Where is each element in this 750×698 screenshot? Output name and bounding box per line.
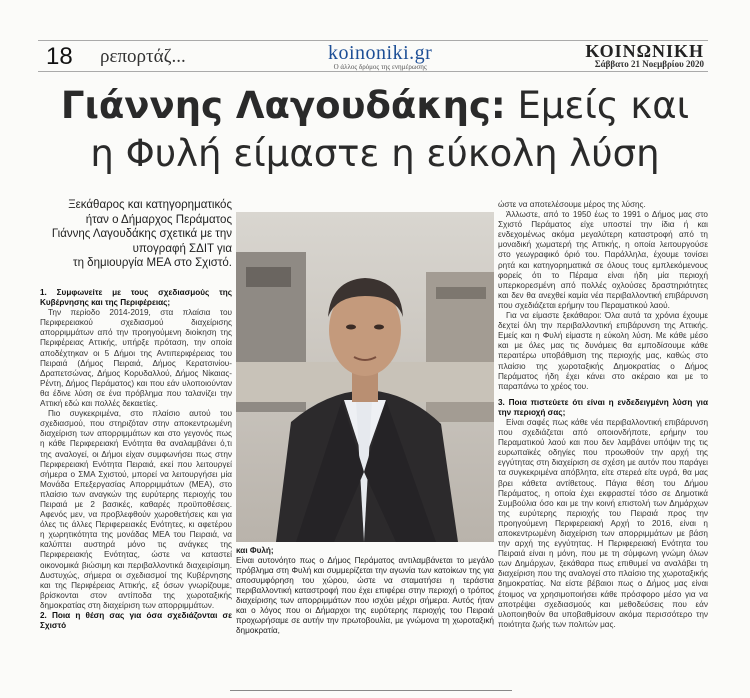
photo-illustration (236, 212, 494, 542)
lead-line: ήταν ο Δήμαρχος Περάματος (85, 213, 232, 226)
bottom-divider (230, 690, 512, 691)
headline-name: Γιάννης Λαγουδάκης: (60, 84, 506, 127)
headline-rest: Εμείς και (505, 84, 690, 127)
question-1: 1. Συμφωνείτε με τους σχεδιασμούς της Κυβέρνησης και της Περιφέρειας; (40, 288, 232, 308)
masthead (585, 41, 704, 69)
page-header (38, 40, 708, 72)
question-3: 3. Ποια πιστεύετε ότι είναι η ενδεδειγμένη λύση για την περιοχή σας; (498, 397, 708, 417)
answer-2-paragraph-2: Άλλωστε, από το 1950 έως το 1991 ο Δήμος μας στο Σχιστό Περάματος είχε υποστεί την ίδια ή και ενδεχομένως ακόμα μεγαλύτερη καταστροφή από τη μοναδική χωματερή της Αττικής, η οποία λειτουργούσε στο γεωγραφικό όριό του. Παράλληλα, έχουμε τονίσει ρητά και κατηγορηματικά σε όλους τους εμπλεκόμενους φορείς ότι το Πέραμα είναι ήδη μία περιοχή υπερκορεσμένη από πολλές οχλούσες δραστηριότητες και δεν θα ανεχθεί καμία νέα περιβαλλοντική επιβάρυνση που σχεδιάζεται ερήμην του Περαματικού λαού. (498, 210, 708, 310)
article-column-3 (498, 200, 708, 690)
answer-2-paragraph-3: Για να είμαστε ξεκάθαροι: Όλα αυτά τα χρόνια έχουμε δεχτεί όλη την περιβαλλοντική επιβάρυνση της Αττικής. Εμείς και η Φυλή είμαστε η εύκολη λύση. Με κάθε μέσο και με όλες μας τις δυνάμεις θα εμποδίσουμε κάθε περαιτέρω υποβάθμιση της περιοχής μας, καθώς στο πλαίσιο της χωροταξικής Δημοκρατίας ο Δήμος Περάματος ήδη έχει κάνει στο ακέραιο και με το παραπάνω το χρέος του. (498, 311, 708, 391)
lead-line: τη δημιουργία ΜΕΑ στο Σχιστό. (73, 257, 232, 269)
answer-2-continued: ώστε να αποτελέσουμε μέρος της λύσης. (498, 200, 646, 209)
logo-tagline: Ο άλλος δρόμος της ενημέρωσης (333, 63, 427, 71)
question-2: 2. Ποια η θέση σας για όσα σχεδιάζονται σε Σχιστό (40, 611, 232, 631)
headline-line-2: η Φυλή είμαστε η εύκολη λύση (90, 132, 660, 175)
lead-paragraph (42, 198, 232, 271)
photo-caption-column (236, 546, 494, 636)
article-column-1 (40, 288, 232, 688)
page-number: 18 (46, 43, 73, 70)
answer-3: Είναι σαφές πως κάθε νέα περιβαλλοντική επιβάρυνση που σχεδιάζεται από οποιονδήποτε, ερήμην του Περαματικού λαού και που δεν λαμβάνει υπόψιν της τις ευρωπαϊκές οδηγίες που προωθούν την αρχή της εγγύτητας στη διαχείριση σε σχέση με αυτόν που παράγει τα συγκεκριμένα απόβλητα, είτε στερεά είτε υγρά, θα μας βρει κάθετα αντίθετους. Πάγια θέση του Δήμου Περάματος, η οποία έχει εκφραστεί τόσο σε Δημοτικά Συμβούλια όσο και με την κοινή επιστολή των Δημάρχων της ευρύτερης περιοχής του Πειραιά προς την προηγούμενη Περιφερειακή Αρχή το 2016, είναι η αποκεντρωμένη διαχείριση των απορριμμάτων με βάση την αρχή της εγγύτητας. Η Περιφερειακή Ενότητα του Πειραιά είναι η μόνη, που με τη σύμφωνη γνώμη όλων των Δημάρχων, ξεκάθαρα πως επιθυμεί να αναλάβει τη διαχείριση που της αναλογεί στο πλαίσιο της χωροταξικής δημοκρατίας. Να είστε βέβαιοι πως ο Δήμος μας είναι έτοιμος να χρησιμοποιήσει κάθε πρόσφορο μέσο για να αποτρέψει σχεδιασμούς και μεθοδεύσεις που εάν υλοποιηθούν θα υποβαθμίσουν ακόμα περισσότερο την ποιότητα ζωής των πολιτών μας. (498, 417, 708, 629)
lead-line: υπογραφή ΣΔΙΤ για (132, 242, 232, 255)
answer-1-paragraph-1: Την περίοδο 2014-2019, στα πλαίσια του Περιφερειακού σχεδιασμού διαχείρισης απορριμμάτων από την προηγούμενη διοίκηση της Περιφέρειας Αττικής, υπήρξε πρόταση, την οποία αποδέχτηκαν οι 5 Δήμοι της Αντιπεριφέρειας του Πειραιά (Δήμος Πειραιά, Δήμος Κερατσινίου-Δραπετσώνας, Δήμος Κορυδαλλού, Δήμος Νίκαιας-Ρέντη, Δήμος Περάματος) και που εάν υλοποιούνταν θα έδινε λύση σε ένα πρόβλημα που ταλανίζει την Αττική εδώ και πολλές δεκαετίες. (40, 308, 232, 409)
answer-1-paragraph-2: Πιο συγκεκριμένα, στο πλαίσιο αυτού του σχεδιασμού, που στηριζόταν στην αποκεντρωμένη διαχείριση των απορριμμάτων και στο γεγονός πως η κάθε Περιφερειακή Ενότητα θα αναλαμβάνει ό,τι της αναλογεί, οι Δήμοι είχαν συμφωνήσει πως στην Περιφερειακή Ενότητα Πειραιά, εκεί που λειτουργεί σήμερα ο ΣΜΑ Σχιστού, μπορεί να λειτουργήσει μία Μονάδα Επεξεργασίας Απορριμμάτων (ΜΕΑ), στο πλαίσιο των αναγκών της ευρύτερης περιοχής του Πειραιά με 2 βασικές, καθαρές προϋποθέσεις. Αφενός μεν, να προβλεφθούν χωροθετήσεις και για όλες τις άλλες Περιφερειακές Ενότητες, κι αφετέρου η χωρητικότητα της μονάδας ΜΕΑ του Πειραιά, να καλύπτει αυστηρά μόνο τις ανάγκες της Περιφερειακής Ενότητας, ώστε να καταστεί οικονομικά βιώσιμη και περιβαλλοντικά διαχειρίσιμη. Δυστυχώς, σήμερα οι σχεδιασμοί της Κυβέρνησης και της Περιφέρειας Αττικής, εξ όσων γνωρίζουμε, βρίσκονται στον αντίποδα της χωροταξικής δημοκρατίας στη διαχείριση των απορριμμάτων. (40, 409, 232, 610)
masthead-title: ΚΟΙΝΩΝΙΚΗ (585, 41, 704, 61)
logo-text: koinoniki.gr (328, 42, 433, 64)
mayor-photo (236, 212, 494, 542)
site-logo (328, 42, 432, 71)
question-2-continued: και Φυλή; (236, 546, 274, 555)
issue-date: Σάββατο 21 Νοεμβρίου 2020 (594, 59, 704, 69)
section-label: ρεπορτάζ... (100, 46, 186, 67)
headline-line-1 (0, 84, 750, 128)
answer-2: Είναι αυτονόητο πως ο Δήμος Περάματος αντιλαμβάνεται το μεγάλο πρόβλημα στη Φυλή και συμμερίζεται την αγωνία των κατοίκων της για αποσυμφόρηση του χώρου, ώστε να σταματήσει η τεράστια περιβαλλοντική καταστροφή που έχει επιφέρει στην περιοχή ο τρόπος διαχείρισης των απορριμμάτων που ισχύει μέχρι σήμερα. Αυτός ήταν και ο λόγος που οι Δήμαρχοι της ευρύτερης περιοχής του Πειραιά προχωρήσαμε σε αυτήν την πρωτοβουλία, με γνώμονα τη χωροταξική δημοκρατία, (236, 556, 494, 635)
lead-line: Γιάννης Λαγουδάκης σχετικά με την (51, 228, 232, 240)
lead-line: Ξεκάθαρος και κατηγορηματικός (68, 199, 232, 211)
